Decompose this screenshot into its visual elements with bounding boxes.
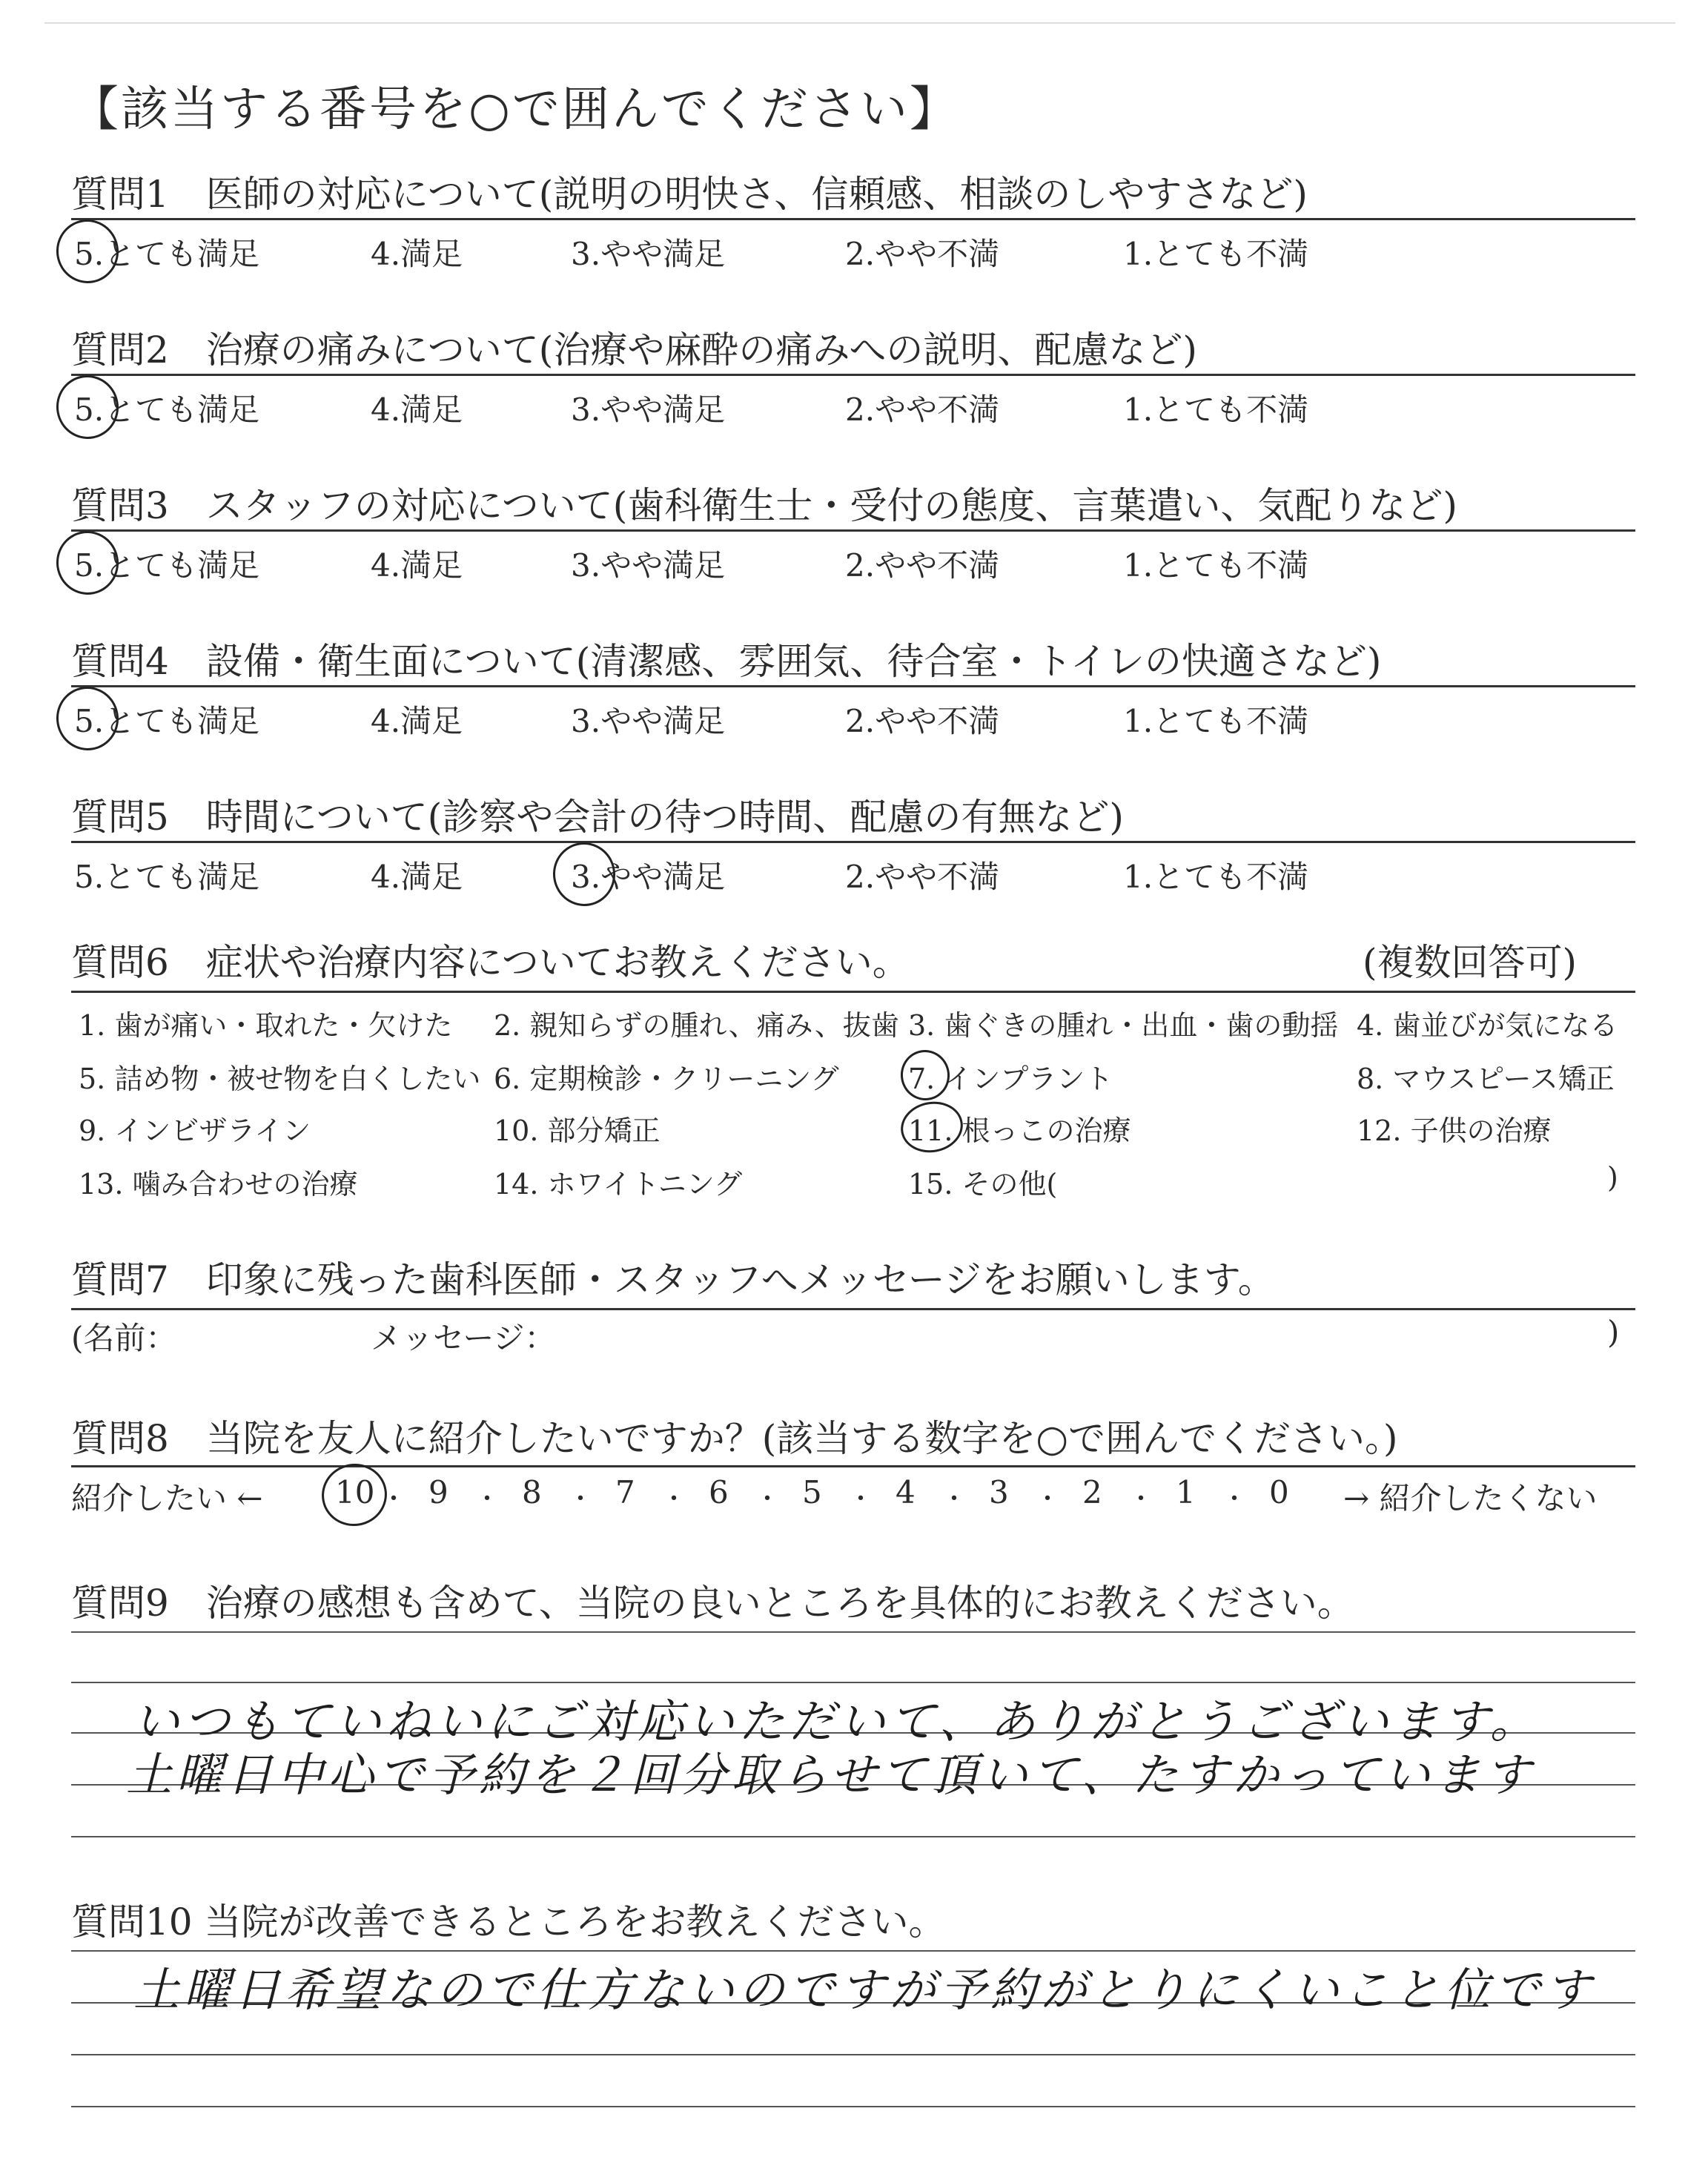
- q1-option-4[interactable]: 4.満足: [371, 236, 463, 272]
- q8-separator: ・: [568, 1484, 593, 1514]
- q6-option-6[interactable]: 6. 定期検診・クリーニング: [494, 1063, 839, 1095]
- q7-rule: [71, 1308, 1635, 1310]
- q1-option-1[interactable]: 1.とても不満: [1123, 236, 1309, 272]
- q8-separator: ・: [1222, 1484, 1247, 1514]
- q6-title: 質問6 症状や治療内容についてお教えください。: [71, 941, 910, 984]
- q5-selection-circle: [548, 837, 620, 911]
- q7-close-paren: ): [1607, 1314, 1620, 1350]
- q9-line-2: [71, 1682, 1635, 1683]
- q8-score-6[interactable]: 6: [709, 1474, 729, 1510]
- q9-line-5: [71, 1836, 1635, 1837]
- q5-option-1[interactable]: 1.とても不満: [1123, 859, 1309, 895]
- q10-title: 質問10 当院が改善できるところをお教えください。: [71, 1900, 946, 1943]
- q6-option-8[interactable]: 8. マウスピース矯正: [1357, 1063, 1615, 1095]
- q8-title: 質問8 当院を友人に紹介したいですか？(該当する数字を○で囲んでください。): [71, 1417, 1398, 1460]
- q7-title: 質問7 印象に残った歯科医師・スタッフへメッセージをお願いします。: [71, 1258, 1275, 1301]
- q2-title: 質問2 治療の痛みについて(治療や麻酔の痛みへの説明、配慮など): [71, 328, 1197, 371]
- scan-edge: [44, 22, 1675, 24]
- q5-option-2[interactable]: 2.やや不満: [845, 859, 1000, 895]
- q8-separator: ・: [755, 1484, 780, 1514]
- q6-option-3[interactable]: 3. 歯ぐきの腫れ・出血・歯の動揺: [908, 1009, 1339, 1042]
- q1-option-2[interactable]: 2.やや不満: [845, 236, 1000, 272]
- q6-option-7[interactable]: 7. インプラント: [908, 1063, 1113, 1095]
- q2-option-1[interactable]: 1.とても不満: [1123, 392, 1309, 428]
- q8-score-2[interactable]: 2: [1082, 1474, 1102, 1510]
- q8-score-4[interactable]: 4: [896, 1474, 916, 1510]
- q5-option-4[interactable]: 4.満足: [371, 859, 463, 895]
- q10-answer-line-1: 土曜日希望なので仕方ないのですが予約がとりにくいこと位です: [133, 1963, 1596, 2017]
- q3-title: 質問3 スタッフの対応について(歯科衛生士・受付の態度、言葉遣い、気配りなど): [71, 484, 1457, 527]
- q6-rule: [71, 991, 1635, 993]
- q2-rule: [71, 374, 1635, 376]
- q4-title: 質問4 設備・衛生面について(清潔感、雰囲気、待合室・トイレの快適さなど): [71, 640, 1382, 683]
- q8-rule: [71, 1465, 1635, 1467]
- q1-rule: [71, 218, 1635, 220]
- q10-line-3: [71, 2054, 1635, 2055]
- q2-option-2[interactable]: 2.やや不満: [845, 392, 1000, 428]
- q8-separator: ・: [1128, 1484, 1153, 1514]
- q6-option-4[interactable]: 4. 歯並びが気になる: [1357, 1009, 1618, 1042]
- q5-title: 質問5 時間について(診察や会計の待つ時間、配慮の有無など): [71, 796, 1124, 839]
- q6-option-2[interactable]: 2. 親知らずの腫れ、痛み、抜歯: [494, 1009, 899, 1042]
- q4-selection-circle: [51, 681, 124, 755]
- q3-option-3[interactable]: 3.やや満足: [571, 547, 726, 584]
- q3-option-5[interactable]: 5.とても満足: [74, 547, 260, 584]
- q1-selection-circle: [51, 214, 124, 288]
- q4-option-4[interactable]: 4.満足: [371, 703, 463, 739]
- q2-selection-circle: [51, 370, 124, 443]
- q8-score-0[interactable]: 0: [1269, 1474, 1289, 1510]
- q6-option-15[interactable]: 15. その他(: [908, 1168, 1058, 1200]
- q8-left-label: 紹介したい ←: [71, 1480, 263, 1516]
- q7-message-label: メッセージ：: [371, 1320, 556, 1356]
- q8-right-label: → 紹介したくない: [1343, 1480, 1598, 1516]
- q1-option-5[interactable]: 5.とても満足: [74, 236, 260, 272]
- q9-line-1: [71, 1631, 1635, 1633]
- q5-option-5[interactable]: 5.とても満足: [74, 859, 260, 895]
- q1-title: 質問1 医師の対応について(説明の明快さ、信頼感、相談のしやすさなど): [71, 173, 1308, 216]
- q3-option-4[interactable]: 4.満足: [371, 547, 463, 584]
- q3-option-2[interactable]: 2.やや不満: [845, 547, 1000, 584]
- q5-rule: [71, 841, 1635, 843]
- q9-answer-line-1: いつもていねいにご対応いただいて、ありがとうございます。: [133, 1694, 1540, 1748]
- instruction-header: 【該当する番号を○で囲んでください】: [71, 82, 959, 137]
- q8-score-5[interactable]: 5: [802, 1474, 822, 1510]
- q6-option-11[interactable]: 11. 根っこの治療: [908, 1114, 1131, 1147]
- q9-answer-line-2: 土曜日中心で予約を２回分取らせて頂いて、たすかっています: [126, 1748, 1535, 1802]
- q4-option-3[interactable]: 3.やや満足: [571, 703, 726, 739]
- q6-option-10[interactable]: 10. 部分矯正: [494, 1114, 661, 1147]
- q8-separator: ・: [1035, 1484, 1060, 1514]
- q8-score-7[interactable]: 7: [615, 1474, 635, 1510]
- q8-score-1[interactable]: 1: [1176, 1474, 1196, 1510]
- q4-option-5[interactable]: 5.とても満足: [74, 703, 260, 739]
- q4-rule: [71, 685, 1635, 687]
- q2-option-5[interactable]: 5.とても満足: [74, 392, 260, 428]
- q8-score-3[interactable]: 3: [989, 1474, 1009, 1510]
- q6-option-12[interactable]: 12. 子供の治療: [1357, 1114, 1552, 1147]
- q9-title: 質問9 治療の感想も含めて、当院の良いところを具体的にお教えください。: [71, 1582, 1354, 1625]
- q8-separator: ・: [474, 1484, 500, 1514]
- q6-option-5[interactable]: 5. 詰め物・被せ物を白くしたい: [79, 1063, 481, 1095]
- q6-other-close-paren: ): [1607, 1161, 1618, 1194]
- q2-option-3[interactable]: 3.やや満足: [571, 392, 726, 428]
- q4-option-1[interactable]: 1.とても不満: [1123, 703, 1309, 739]
- q3-rule: [71, 529, 1635, 532]
- q5-option-3[interactable]: 3.やや満足: [571, 859, 726, 895]
- q10-line-1: [71, 1950, 1635, 1952]
- q3-option-1[interactable]: 1.とても不満: [1123, 547, 1309, 584]
- q8-separator: ・: [848, 1484, 873, 1514]
- q6-option-9[interactable]: 9. インビザライン: [79, 1114, 311, 1147]
- q2-option-4[interactable]: 4.満足: [371, 392, 463, 428]
- q8-separator: ・: [661, 1484, 686, 1514]
- q8-separator: ・: [381, 1484, 406, 1514]
- q6-option-1[interactable]: 1. 歯が痛い・取れた・欠けた: [79, 1009, 453, 1042]
- q8-score-8[interactable]: 8: [522, 1474, 542, 1510]
- q1-option-3[interactable]: 3.やや満足: [571, 236, 726, 272]
- q10-line-4: [71, 2106, 1635, 2107]
- q6-note: (複数回答可): [1363, 941, 1578, 984]
- q4-option-2[interactable]: 2.やや不満: [845, 703, 1000, 739]
- q3-selection-circle: [51, 526, 124, 599]
- q8-separator: ・: [941, 1484, 967, 1514]
- q7-name-label: (名前：: [71, 1320, 177, 1356]
- q6-option-13[interactable]: 13. 噛み合わせの治療: [79, 1168, 358, 1200]
- q8-score-10[interactable]: 10: [335, 1474, 375, 1510]
- q8-score-9[interactable]: 9: [428, 1474, 448, 1510]
- q6-option-14[interactable]: 14. ホワイトニング: [494, 1168, 743, 1200]
